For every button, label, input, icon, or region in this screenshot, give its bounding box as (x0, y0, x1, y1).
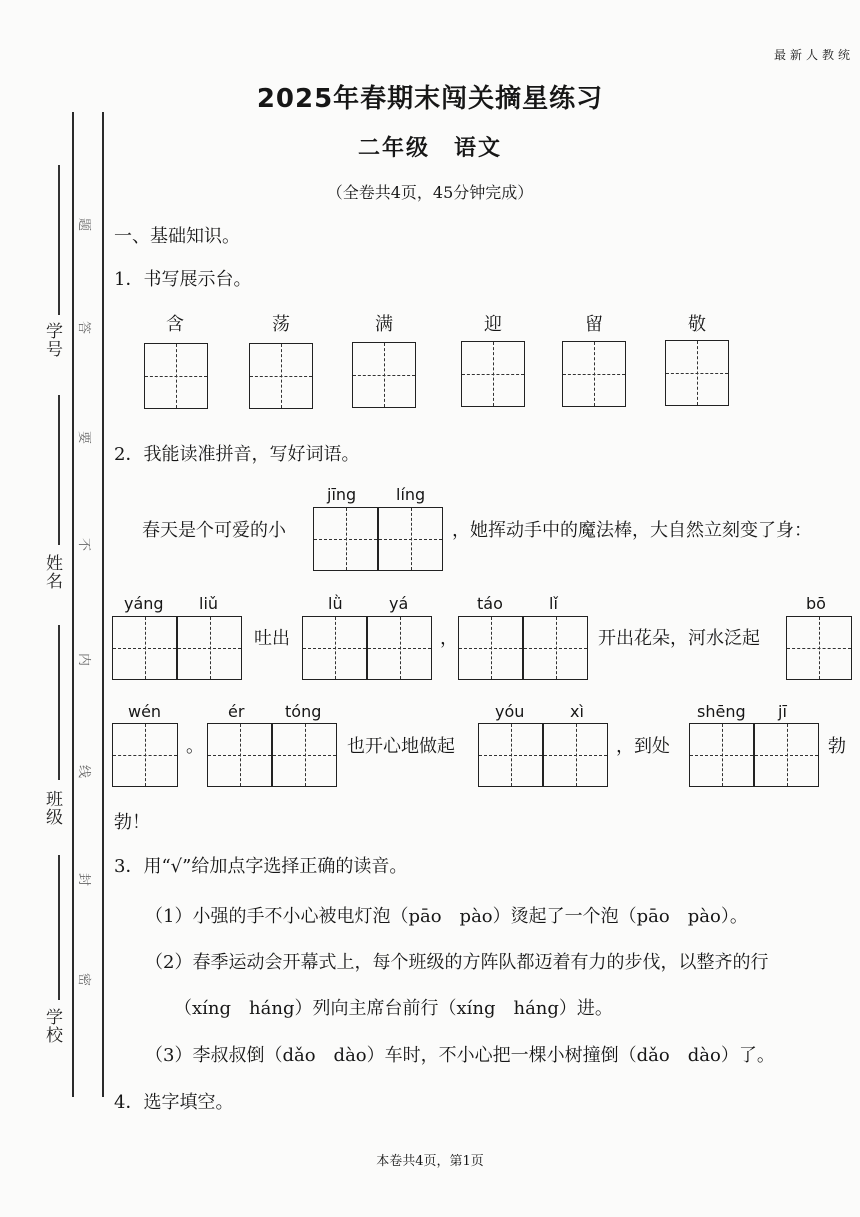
answer-box[interactable] (367, 616, 432, 680)
question-3-title: 3．用“√”给加点字选择正确的读音。 (114, 856, 408, 877)
char-label: 满 (375, 314, 393, 335)
char-label: 荡 (272, 314, 290, 335)
exam-note: （全卷共4页，45分钟完成） (326, 183, 534, 202)
pinyin-label: tóng (285, 702, 322, 721)
answer-box[interactable] (112, 723, 178, 787)
pinyin-label: líng (396, 485, 426, 504)
answer-box[interactable] (523, 616, 588, 680)
margin-label-class: 班级 (42, 790, 62, 826)
seal-char: 密 (76, 972, 92, 987)
margin-label-name: 姓名 (42, 554, 62, 590)
sentence-text: ， (440, 628, 458, 649)
sentence-text: 也开心地做起 (347, 736, 455, 757)
pinyin-label: táo (477, 594, 503, 613)
pinyin-label: xì (570, 702, 584, 721)
pinyin-label: yóu (495, 702, 525, 721)
q3-item: （2）春季运动会开幕式上，每个班级的方阵队都迈着有力的步伐，以整齐的行 (145, 952, 769, 973)
pinyin-label: jīng (327, 485, 357, 504)
answer-box[interactable] (543, 723, 608, 787)
char-label: 迎 (484, 314, 502, 335)
margin-blank-school (58, 855, 60, 1000)
margin-blank-name (58, 395, 60, 545)
question-1-title: 1．书写展示台。 (114, 269, 252, 290)
page-footer: 本卷共4页，第1页 (376, 1154, 484, 1169)
sentence-text: 勃！ (114, 812, 150, 833)
pinyin-label: yá (389, 594, 409, 613)
writing-box[interactable] (249, 343, 313, 409)
pinyin-label: lǜ (328, 594, 343, 613)
sentence-text: 吐出 (254, 628, 290, 649)
section-title: 一、基础知识。 (114, 226, 240, 247)
seal-char: 要 (76, 430, 92, 445)
sentence-text: 。 (186, 736, 204, 757)
answer-box[interactable] (207, 723, 272, 787)
margin-label-student-id: 学号 (42, 322, 62, 358)
sentence-text: ，她挥动手中的魔法棒，大自然立刻变了身： (452, 520, 812, 541)
seal-char: 不 (76, 537, 92, 552)
edition-label: 最新人教统 (773, 48, 854, 62)
answer-box[interactable] (177, 616, 242, 680)
sentence-text: 春天是个可爱的小 (142, 520, 286, 541)
seal-char: 内 (76, 652, 92, 667)
question-2-title: 2．我能读准拼音，写好词语。 (114, 444, 360, 465)
char-label: 含 (166, 314, 184, 335)
q3-item: （3）李叔叔倒（dǎo dào）车时，不小心把一棵小树撞倒（dǎo dào）了。 (145, 1045, 775, 1066)
seal-char: 线 (76, 764, 92, 779)
answer-box[interactable] (478, 723, 543, 787)
page-subtitle: 二年级 语文 (357, 135, 502, 161)
pinyin-label: lǐ (549, 594, 558, 613)
margin-label-school: 学校 (42, 1008, 62, 1044)
char-label: 敬 (688, 314, 706, 335)
pinyin-label: liǔ (199, 594, 219, 613)
answer-box[interactable] (378, 507, 443, 571)
margin-blank-class (58, 625, 60, 780)
q3-item: （1）小强的手不小心被电灯泡（pāo pào）烫起了一个泡（pāo pào）。 (145, 906, 748, 927)
page-title: 2025年春期末闯关摘星练习 (256, 84, 604, 114)
answer-box[interactable] (112, 616, 177, 680)
seal-char: 题 (76, 217, 92, 232)
answer-box[interactable] (272, 723, 337, 787)
writing-box[interactable] (562, 341, 626, 407)
answer-box[interactable] (313, 507, 378, 571)
seal-char: 答 (76, 320, 92, 335)
writing-box[interactable] (665, 340, 729, 406)
margin-line-inner (102, 112, 104, 1097)
answer-box[interactable] (689, 723, 754, 787)
sentence-text: 勃 (828, 736, 846, 757)
answer-box[interactable] (458, 616, 523, 680)
pinyin-label: yáng (124, 594, 164, 613)
sentence-text: 开出花朵，河水泛起 (598, 628, 760, 649)
pinyin-label: ér (228, 702, 245, 721)
question-4-title: 4．选字填空。 (114, 1092, 234, 1113)
sentence-text: ，到处 (616, 736, 670, 757)
writing-box[interactable] (144, 343, 208, 409)
q3-item: （xíng háng）列向主席台前行（xíng háng）进。 (174, 998, 613, 1019)
char-label: 留 (585, 314, 603, 335)
pinyin-label: bō (806, 594, 826, 613)
writing-box[interactable] (352, 342, 416, 408)
margin-line-outer (72, 112, 74, 1097)
answer-box[interactable] (754, 723, 819, 787)
pinyin-label: shēng (697, 702, 746, 721)
writing-box[interactable] (461, 341, 525, 407)
pinyin-label: jī (778, 702, 787, 721)
answer-box[interactable] (786, 616, 852, 680)
answer-box[interactable] (302, 616, 367, 680)
seal-char: 封 (76, 872, 92, 887)
pinyin-label: wén (128, 702, 162, 721)
